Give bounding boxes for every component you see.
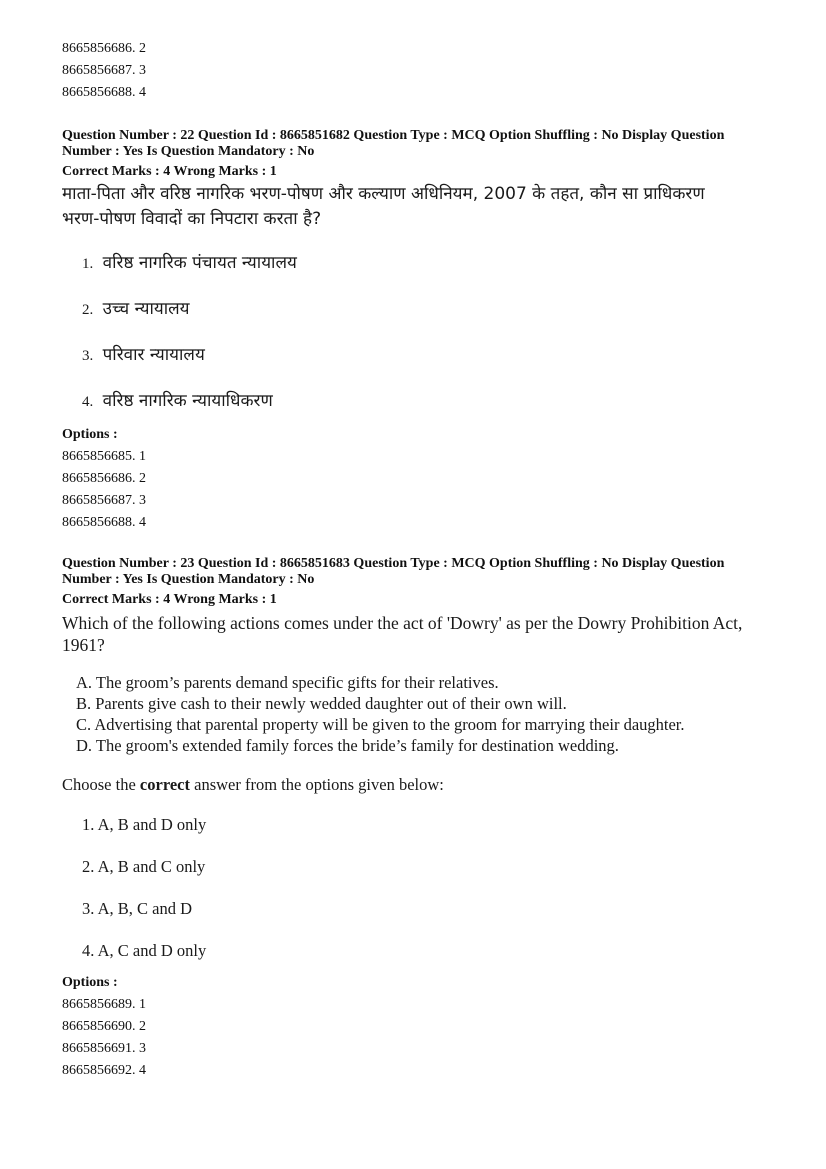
question-meta-line: Number : Yes Is Question Mandatory : No xyxy=(62,572,315,587)
instruction-prefix: Choose the xyxy=(62,775,140,794)
question-marks: Correct Marks : 4 Wrong Marks : 1 xyxy=(62,164,277,179)
question-meta-line: Question Number : 23 Question Id : 8665851683 Question Type : MCQ Option Shuffling : No Display Question xyxy=(62,556,725,571)
options-label: Options : xyxy=(62,427,118,442)
option-id-line: 8665856685. 1 xyxy=(62,449,146,464)
choice-number: 2. xyxy=(82,302,94,318)
choice-text: A, B, C and D xyxy=(97,899,193,918)
option-id-line: 8665856687. 3 xyxy=(62,493,146,508)
option-id-line: 8665856687. 3 xyxy=(62,63,146,78)
question-text-line: भरण-पोषण विवादों का निपटारा करता है? xyxy=(62,209,322,229)
instruction-suffix: answer from the options given below: xyxy=(190,775,444,794)
choice-number: 1. xyxy=(82,815,95,834)
question-text xyxy=(62,182,782,232)
choice-text: A, B and D only xyxy=(97,815,207,834)
option-id-line: 8665856692. 4 xyxy=(62,1063,146,1078)
choice-number: 3. xyxy=(82,899,95,918)
option-id-line: 8665856691. 3 xyxy=(62,1041,146,1056)
answer-choices xyxy=(62,804,782,972)
choice-number: 4. xyxy=(82,394,94,410)
question-text-line: 1961? xyxy=(62,635,105,655)
answer-choice xyxy=(82,240,782,286)
answer-choice xyxy=(82,930,782,972)
question-text xyxy=(62,612,782,656)
option-id-line: 8665856686. 2 xyxy=(62,471,146,486)
instruction-emphasis: correct xyxy=(139,775,190,794)
question-meta-line: Question Number : 22 Question Id : 8665851682 Question Type : MCQ Option Shuffling : No Display Question xyxy=(62,128,725,143)
choice-text: A, C and D only xyxy=(97,941,207,960)
option-id-line: 8665856690. 2 xyxy=(62,1019,146,1034)
statement-list xyxy=(62,672,782,756)
statement-item: D. The groom's extended family forces the bride’s family for destination wedding. xyxy=(76,736,619,755)
answer-choice xyxy=(82,846,782,888)
option-id-line: 8665856686. 2 xyxy=(62,41,146,56)
choice-number: 1. xyxy=(82,256,94,272)
choice-text: A, B and C only xyxy=(97,857,206,876)
choice-number: 4. xyxy=(82,941,95,960)
document-page xyxy=(62,38,782,1082)
statement-item: A. The groom’s parents demand specific gifts for their relatives. xyxy=(76,673,499,692)
choice-text: परिवार न्यायालय xyxy=(102,345,205,365)
choice-number: 3. xyxy=(82,348,94,364)
question-22-block xyxy=(62,128,782,534)
statement-item: B. Parents give cash to their newly wedded daughter out of their own will. xyxy=(76,694,567,713)
choice-number: 2. xyxy=(82,857,95,876)
question-text-line: माता-पिता और वरिष्ठ नागरिक भरण-पोषण और कल्याण अधिनियम, 2007 के तहत, कौन सा प्राधिकरण xyxy=(62,184,705,204)
answer-choice xyxy=(82,888,782,930)
question-23-block xyxy=(62,556,782,1082)
choice-text: उच्च न्यायालय xyxy=(102,299,190,319)
question-meta-line: Number : Yes Is Question Mandatory : No xyxy=(62,144,315,159)
answer-choice xyxy=(82,804,782,846)
previous-question-options xyxy=(62,38,782,104)
answer-choice xyxy=(82,332,782,378)
choice-text: वरिष्ठ नागरिक पंचायत न्यायालय xyxy=(102,253,297,273)
question-text-line: Which of the following actions comes under the act of 'Dowry' as per the Dowry Prohibition Act, xyxy=(62,613,743,633)
question-marks: Correct Marks : 4 Wrong Marks : 1 xyxy=(62,592,277,607)
answer-choice xyxy=(82,378,782,424)
options-label: Options : xyxy=(62,975,118,990)
answer-choice xyxy=(82,286,782,332)
answer-choices xyxy=(62,240,782,424)
option-id-line: 8665856689. 1 xyxy=(62,997,146,1012)
instruction-text xyxy=(62,774,782,796)
choice-text: वरिष्ठ नागरिक न्यायाधिकरण xyxy=(102,391,273,411)
statement-item: C. Advertising that parental property will be given to the groom for marrying their daughter. xyxy=(76,715,685,734)
option-id-line: 8665856688. 4 xyxy=(62,85,146,100)
option-id-line: 8665856688. 4 xyxy=(62,515,146,530)
